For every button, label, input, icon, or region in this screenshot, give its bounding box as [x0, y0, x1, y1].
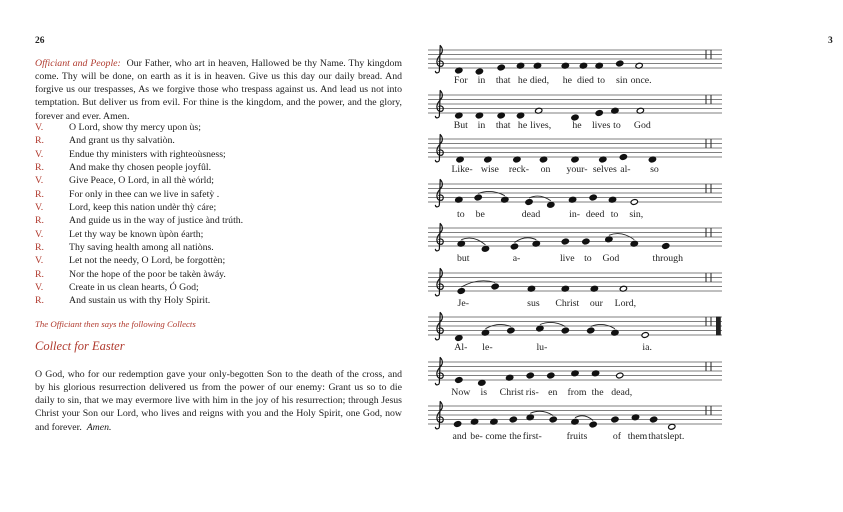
lyric-syllable: to: [597, 75, 606, 86]
lyric-syllable: your-: [566, 164, 588, 175]
versicle-speaker: R.: [35, 242, 44, 254]
lyric-syllable: died: [577, 75, 594, 86]
notehead: [474, 194, 482, 200]
notehead: [547, 372, 555, 378]
versicle-speaker: R.: [35, 162, 44, 174]
versicle-row: [35, 161, 402, 174]
lyric-syllable: But: [453, 119, 468, 131]
lyric-syllable: died,: [529, 75, 550, 86]
notehead: [455, 376, 463, 382]
lyric-syllable: selves: [592, 164, 617, 175]
lyric-syllable: to: [584, 253, 592, 264]
versicle-row: [35, 188, 402, 201]
lyric-syllable: al-: [620, 164, 631, 175]
versicle-text: Thy saving health among all natiòns.: [69, 242, 214, 254]
lyric-syllable: of: [612, 431, 622, 442]
versicle-text: And guide us in the way of justice ànd trúth.: [69, 215, 244, 227]
versicle-speaker: V.: [35, 255, 44, 267]
lyric-syllable: in: [477, 119, 486, 131]
versicle-row: [35, 294, 402, 307]
lyric-syllable: Like-: [451, 164, 473, 175]
lyric-syllable: the: [509, 431, 522, 442]
notehead: [525, 198, 533, 204]
lyric-syllable: so: [650, 164, 659, 175]
staff-svg: [428, 178, 723, 224]
lyric-syllable: sin: [616, 75, 628, 86]
staff-svg: [428, 133, 723, 179]
chant-staff-6: [428, 267, 723, 313]
versicle-speaker: R.: [35, 135, 44, 147]
staff-svg: [428, 267, 723, 313]
versicle-text: O Lord, show thy mercy upon ùs;: [69, 122, 201, 133]
lyric-syllable: deed: [585, 208, 605, 220]
lyric-syllable: that: [495, 119, 511, 131]
staff-svg: [428, 311, 723, 357]
versicle-row: [35, 268, 402, 281]
notehead: [476, 68, 484, 74]
lyric-syllable: first-: [522, 431, 542, 442]
lyric-syllable: slept.: [663, 431, 685, 442]
notehead: [662, 243, 670, 249]
notehead: [611, 416, 619, 422]
notehead: [454, 421, 462, 427]
lyric-syllable: ris-: [525, 386, 539, 398]
lyric-syllable: lu-: [536, 342, 548, 353]
notehead: [547, 201, 555, 207]
lords-prayer-text: Our Father, who art in heaven, Hallowed be thy Name. Thy kingdom come. Thy will be done, on earth as it is in heaven. Give us this day our daily bread. And forgive us our trespasses, As we forgive those who trespass against us. And lead us not into temptation. But deliver us from evil. For thine is the kingdom, and the power, and the glory, forever and ever. Amen.: [35, 57, 402, 122]
chant-staff-3: [428, 133, 723, 179]
versicle-text: Let thy way be known ùpòn éarth;: [69, 228, 204, 240]
lyric-syllable: lives,: [530, 119, 552, 131]
lords-prayer-paragraph: [35, 57, 402, 123]
lyric-syllable: le-: [482, 342, 493, 353]
versicle-speaker: R.: [35, 268, 44, 280]
officiant-and-people-rubric: Officiant and People:: [35, 57, 121, 69]
lyric-syllable: sus: [527, 297, 540, 309]
chant-staff-8: [428, 356, 723, 402]
lyric-syllable: Now: [451, 386, 471, 398]
versicle-text: And grant us thy salvatiòn.: [69, 135, 175, 147]
versicle-text: Create in us clean hearts, Ó God;: [69, 282, 199, 294]
open-notehead: [668, 424, 676, 430]
lyric-syllable: Lord,: [614, 297, 637, 309]
lyric-syllable: en: [548, 386, 558, 398]
staff-svg: [428, 44, 723, 90]
chant-staff-9: [428, 400, 723, 446]
notehead: [650, 416, 658, 422]
lyric-syllable: dead: [521, 208, 541, 220]
versicle-speaker: R.: [35, 215, 44, 227]
lyric-syllable: lives: [591, 119, 611, 131]
page-number-right: 3: [828, 36, 833, 46]
notehead: [582, 238, 590, 244]
notehead: [482, 246, 490, 252]
versicle-text: And sustain us with thy Holy Spirit.: [69, 295, 211, 307]
notehead: [507, 327, 515, 333]
chant-staff-4: [428, 178, 723, 224]
lyric-syllable: to: [610, 208, 619, 220]
notehead: [549, 416, 557, 422]
versicle-text: Lord, keep this nation undèr thỳ cáre;: [69, 202, 217, 214]
versicle-row: [35, 281, 402, 294]
staff-svg: [428, 222, 723, 268]
notehead: [511, 243, 519, 249]
lyric-syllable: be-: [470, 431, 483, 442]
lyric-syllable: live: [559, 253, 575, 264]
lyric-syllable: our: [589, 297, 603, 309]
versicle-row: [35, 174, 402, 187]
notehead: [478, 379, 486, 385]
versicle-row: [35, 121, 402, 134]
notehead: [561, 238, 569, 244]
versicle-row: [35, 201, 402, 214]
collect-paragraph: [35, 368, 402, 434]
final-barline: [716, 317, 721, 336]
lyric-syllable: the: [591, 386, 604, 398]
notehead: [619, 154, 627, 160]
versicle-speaker: V.: [35, 202, 44, 214]
notehead: [595, 109, 603, 115]
lyric-syllable: For: [454, 75, 468, 86]
lyric-syllable: from: [567, 386, 587, 398]
lyric-syllable: is: [480, 386, 488, 398]
versicle-text: For only in thee can we live in safetỳ .: [69, 188, 220, 200]
lyric-syllable: that: [495, 75, 511, 86]
collect-text: O God, who for our redemption gave your only-begotten Son to the death of the cross, and by his glorious resurrection delivered us from the power of our enemy: Grant us so to die daily to sin, that we may evermore live with him in the joy of his resurrection; through Jesus Christ your Son our Lord, who lives and reigns with you and the Holy Spirit, one God, now and forever.: [35, 368, 402, 433]
lyric-syllable: that: [648, 431, 664, 442]
lyric-syllable: God: [633, 119, 651, 131]
page-number-left: 26: [35, 36, 45, 46]
lyric-syllable: be: [475, 208, 485, 220]
lyric-syllable: in-: [569, 208, 581, 220]
versicle-text: Let not the needy, O Lord, be forgottèn;: [69, 255, 226, 267]
versicle-response-list: [35, 121, 402, 308]
versicle-speaker: R.: [35, 188, 44, 200]
lyric-syllable: reck-: [508, 164, 529, 175]
chant-staff-5: [428, 222, 723, 268]
lyric-syllable: he: [572, 119, 582, 131]
lyric-syllable: Je-: [457, 297, 469, 309]
notehead: [589, 421, 597, 427]
slur: [478, 191, 505, 195]
lyric-syllable: them: [627, 431, 648, 442]
versicle-speaker: V.: [35, 122, 44, 133]
notehead: [509, 416, 517, 422]
versicle-row: [35, 134, 402, 147]
versicle-speaker: V.: [35, 282, 44, 294]
versicle-row: [35, 214, 402, 227]
notehead: [491, 283, 499, 289]
lyric-syllable: to: [457, 208, 465, 220]
lyric-syllable: a-: [512, 253, 521, 264]
versicle-text: Endue thy ministers with righteoùsness;: [69, 148, 226, 160]
lyric-syllable: to: [613, 119, 621, 131]
notehead: [457, 287, 465, 293]
lyric-syllable: through: [652, 253, 683, 264]
notehead: [561, 327, 569, 333]
versicle-row: [35, 241, 402, 254]
staff-svg: [428, 356, 723, 402]
slur: [485, 324, 510, 328]
versicle-text: And make thy chosen people joyfûl.: [69, 162, 212, 174]
collect-amen: Amen.: [86, 421, 112, 433]
lyric-syllable: but: [456, 253, 470, 264]
chant-staff-7: [428, 311, 723, 357]
versicle-speaker: V.: [35, 175, 44, 187]
lyric-syllable: once.: [630, 75, 652, 86]
notehead: [455, 335, 463, 341]
notehead: [587, 327, 595, 333]
collect-for-easter-heading: Collect for Easter: [35, 339, 125, 353]
open-notehead: [641, 332, 649, 338]
versicle-speaker: V.: [35, 228, 44, 240]
staff-svg: [428, 89, 723, 135]
lyric-syllable: dead,: [611, 386, 633, 398]
versicle-text: Give Peace, O Lord, in all thè wórld;: [69, 175, 215, 187]
open-notehead: [630, 198, 638, 204]
chant-staff-1: [428, 44, 723, 90]
notehead: [589, 194, 597, 200]
lyric-syllable: he: [562, 75, 572, 86]
versicle-row: [35, 228, 402, 241]
lyric-syllable: wise: [480, 164, 499, 175]
versicle-row: [35, 148, 402, 161]
chant-staff-2: [428, 89, 723, 135]
notehead: [526, 372, 534, 378]
notehead: [616, 60, 624, 66]
lyric-syllable: God: [602, 253, 620, 264]
lyric-syllable: Christ: [499, 386, 524, 398]
lyric-syllable: and: [452, 431, 467, 442]
lyric-syllable: in: [477, 75, 486, 86]
lyric-syllable: on: [540, 164, 551, 175]
notehead: [497, 64, 505, 70]
lyric-syllable: Christ: [555, 297, 580, 309]
lyric-syllable: sin,: [629, 208, 644, 220]
versicle-text: Nor the hope of the poor be takèn àwáy.: [69, 268, 226, 280]
versicle-speaker: V.: [35, 148, 44, 160]
versicle-row: [35, 254, 402, 267]
lyric-syllable: come: [485, 431, 507, 442]
slur: [591, 324, 615, 328]
open-notehead: [616, 372, 624, 378]
lyric-syllable: he: [517, 119, 528, 131]
collects-rubric: The Officiant then says the following Collects: [35, 319, 196, 329]
lyric-syllable: Al-: [454, 342, 468, 353]
lyric-syllable: fruits: [566, 431, 588, 442]
lyric-syllable: he: [517, 75, 528, 86]
staff-svg: [428, 400, 723, 446]
versicle-speaker: R.: [35, 295, 44, 307]
lyric-syllable: ia.: [642, 342, 652, 353]
